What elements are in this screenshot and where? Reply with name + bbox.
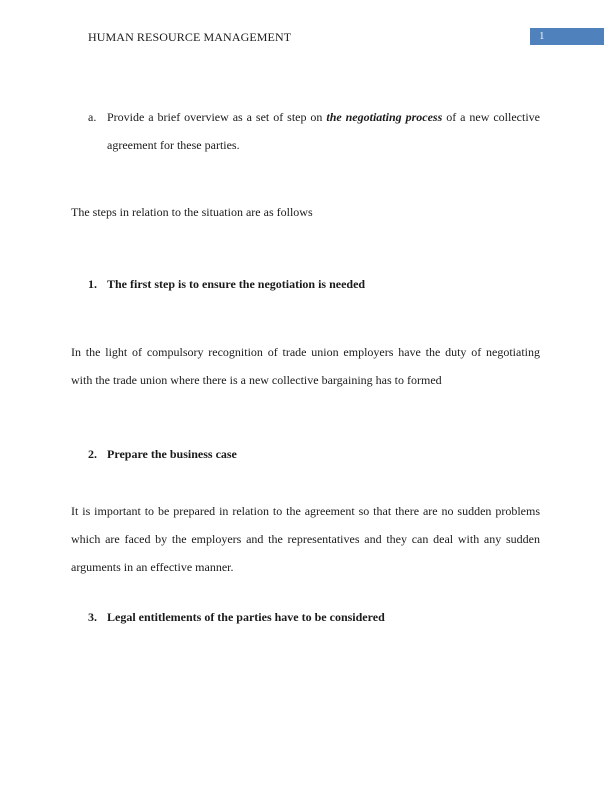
list-marker-3: 3.: [88, 610, 97, 624]
list-item-2-text: Prepare the business case: [107, 447, 237, 461]
page-number-box: [530, 28, 604, 45]
paragraph-2-line-1: It is important to be prepared in relation to the agreement so that there are no sudden problems: [71, 504, 540, 518]
emphasis-text: the negotiating process: [326, 110, 443, 124]
list-item-1: [71, 270, 540, 298]
paragraph-1-line-2: with the trade union where there is a new collective bargaining has to formed: [71, 373, 442, 387]
paragraph-1: [71, 338, 540, 394]
list-marker-a: a.: [88, 110, 97, 124]
list-item-3: [71, 603, 540, 631]
list-item-3-text: Legal entitlements of the parties have to be considered: [107, 610, 385, 624]
list-item-a-line-2: agreement for these parties.: [107, 138, 240, 152]
paragraph-2-line-3: arguments in an effective manner.: [71, 560, 234, 574]
text-segment: of a new collective: [442, 110, 540, 124]
list-marker-1: 1.: [88, 277, 97, 291]
paragraph-2-line-2: which are faced by the employers and the representatives and they can deal with any sudden: [71, 532, 540, 546]
header-title: HUMAN RESOURCE MANAGEMENT: [88, 30, 292, 44]
list-item-2: [71, 440, 540, 468]
page-number: 1: [539, 30, 545, 42]
list-item-a: [71, 103, 540, 159]
paragraph-1-line-1: In the light of compulsory recognition of trade union employers have the duty of negotiating: [71, 345, 540, 359]
paragraph-2: [71, 497, 540, 581]
list-item-1-text: The first step is to ensure the negotiation is needed: [107, 277, 366, 291]
intro-paragraph: The steps in relation to the situation are as follows: [71, 205, 313, 219]
list-item-a-line-1: [107, 103, 540, 131]
list-marker-2: 2.: [88, 447, 97, 461]
text-segment: Provide a brief overview as a set of step on: [107, 110, 327, 124]
